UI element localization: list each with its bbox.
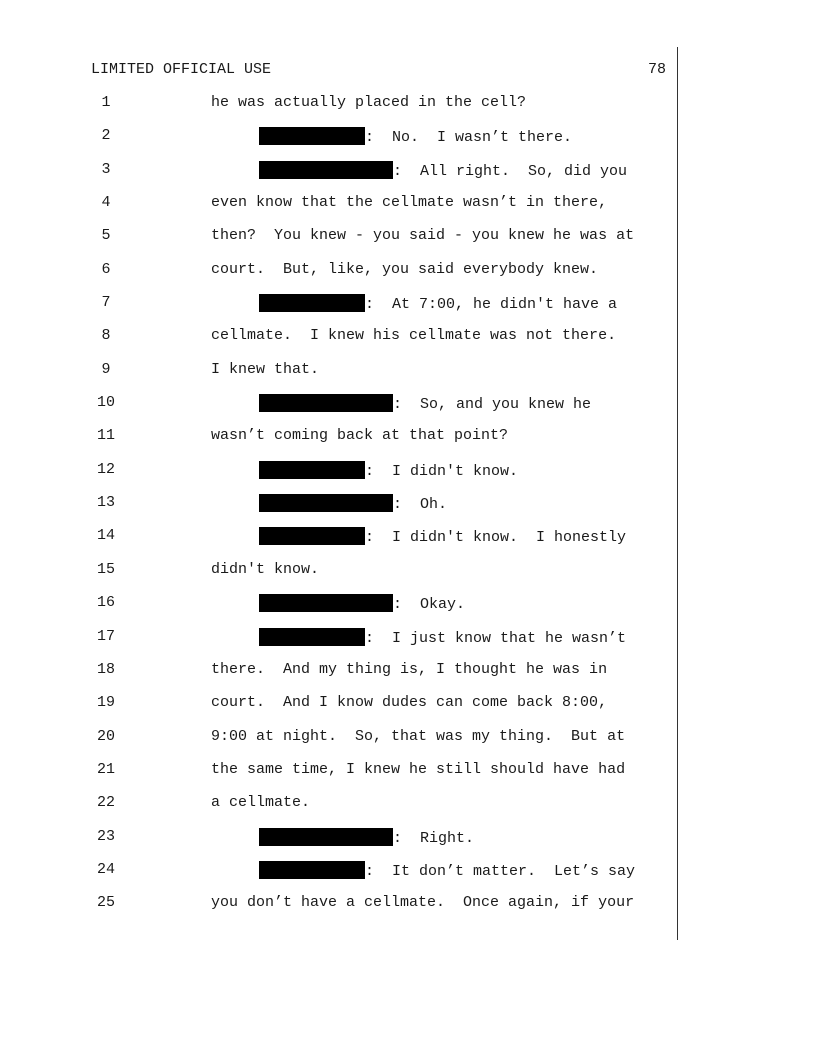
transcript-line xyxy=(0,594,816,627)
line-number: 10 xyxy=(96,394,115,412)
redacted-speaker-name xyxy=(259,527,365,545)
line-number: 5 xyxy=(101,227,111,245)
line-number: 13 xyxy=(96,494,115,512)
speaker-line xyxy=(259,494,447,513)
transcript-line xyxy=(0,261,816,294)
line-text: : Oh. xyxy=(393,496,448,514)
classification-marking: LIMITED OFFICIAL USE xyxy=(91,61,272,78)
line-number: 14 xyxy=(96,527,115,545)
line-number: 18 xyxy=(96,660,115,678)
speaker-line xyxy=(259,461,518,480)
line-number: 19 xyxy=(96,694,115,712)
transcript-line xyxy=(0,894,816,927)
transcript-line xyxy=(0,861,816,894)
line-text: court. But, like, you said everybody knew. xyxy=(211,260,599,278)
transcript-line xyxy=(0,494,816,527)
line-text: : I didn't know. xyxy=(365,462,519,480)
transcript-line xyxy=(0,561,816,594)
speaker-line xyxy=(259,628,626,647)
line-text: : Right. xyxy=(393,829,475,847)
transcript-line xyxy=(0,161,816,194)
redacted-speaker-name xyxy=(259,494,393,512)
line-text: there. And my thing is, I thought he was in xyxy=(211,660,608,678)
redacted-speaker-name xyxy=(259,161,393,179)
transcript-line xyxy=(0,661,816,694)
line-number: 11 xyxy=(96,427,115,445)
transcript-line xyxy=(0,628,816,661)
line-number: 15 xyxy=(96,560,115,578)
transcript-line xyxy=(0,361,816,394)
page-number: 78 xyxy=(648,61,667,78)
speaker-line xyxy=(259,294,617,313)
line-text: : Okay. xyxy=(393,596,466,614)
transcript-line xyxy=(0,461,816,494)
redacted-speaker-name xyxy=(259,828,393,846)
line-text: cellmate. I knew his cellmate was not there. xyxy=(211,327,617,345)
line-number: 9 xyxy=(101,360,111,378)
line-number: 22 xyxy=(96,794,115,812)
speaker-line xyxy=(259,394,591,413)
redacted-speaker-name xyxy=(259,394,393,412)
line-number: 1 xyxy=(101,94,111,111)
transcript-line xyxy=(0,294,816,327)
line-number: 16 xyxy=(96,594,115,612)
transcript-line xyxy=(0,828,816,861)
speaker-line xyxy=(259,861,635,880)
transcript-line xyxy=(0,394,816,427)
redacted-speaker-name xyxy=(259,461,365,479)
transcript-line xyxy=(0,127,816,160)
transcript-line xyxy=(0,527,816,560)
transcript-line xyxy=(0,761,816,794)
redacted-speaker-name xyxy=(259,294,365,312)
line-text: : I didn't know. I honestly xyxy=(365,529,627,547)
line-number: 17 xyxy=(96,627,115,645)
line-number: 2 xyxy=(101,127,111,145)
transcript-line xyxy=(0,327,816,360)
line-text: a cellmate. xyxy=(211,794,311,812)
line-text: : All right. So, did you xyxy=(393,162,628,180)
transcript-line xyxy=(0,94,816,127)
line-number: 24 xyxy=(96,860,115,878)
line-number: 12 xyxy=(96,460,115,478)
line-number: 8 xyxy=(101,327,111,345)
speaker-line xyxy=(259,127,572,146)
redacted-speaker-name xyxy=(259,861,365,879)
redacted-speaker-name xyxy=(259,127,365,145)
redacted-speaker-name xyxy=(259,628,365,646)
line-text: : At 7:00, he didn't have a xyxy=(365,296,618,314)
line-number: 7 xyxy=(101,294,111,312)
line-text: didn't know. xyxy=(211,560,320,578)
line-text: court. And I know dudes can come back 8:00, xyxy=(211,694,608,712)
line-text: 9:00 at night. So, that was my thing. But at xyxy=(211,727,626,745)
transcript-line xyxy=(0,728,816,761)
speaker-line xyxy=(259,527,626,546)
line-number: 20 xyxy=(96,727,115,745)
transcript-lines xyxy=(0,94,816,928)
line-text: : It don’t matter. Let’s say xyxy=(365,862,636,880)
line-number: 23 xyxy=(96,827,115,845)
line-text: : So, and you knew he xyxy=(393,396,592,414)
line-text: you don’t have a cellmate. Once again, if your xyxy=(211,894,635,912)
line-text: wasn’t coming back at that point? xyxy=(211,427,509,445)
speaker-line xyxy=(259,161,627,180)
line-number: 4 xyxy=(101,194,111,212)
transcript-line xyxy=(0,227,816,260)
transcript-line xyxy=(0,694,816,727)
transcript-line xyxy=(0,794,816,827)
line-text: I knew that. xyxy=(211,360,320,378)
line-text: then? You knew - you said - you knew he was at xyxy=(211,227,635,245)
line-text: : I just know that he wasn’t xyxy=(365,629,627,647)
line-text: even know that the cellmate wasn’t in there, xyxy=(211,194,608,212)
speaker-line xyxy=(259,594,465,613)
line-number: 3 xyxy=(101,160,111,178)
line-number: 21 xyxy=(96,760,115,778)
line-text: : No. I wasn’t there. xyxy=(365,129,573,147)
line-text: he was actually placed in the cell? xyxy=(211,94,527,111)
line-text: the same time, I knew he still should have had xyxy=(211,760,626,778)
speaker-line xyxy=(259,828,474,847)
transcript-line xyxy=(0,194,816,227)
line-number: 6 xyxy=(101,260,111,278)
line-number: 25 xyxy=(96,894,115,912)
redacted-speaker-name xyxy=(259,594,393,612)
transcript-line xyxy=(0,427,816,460)
